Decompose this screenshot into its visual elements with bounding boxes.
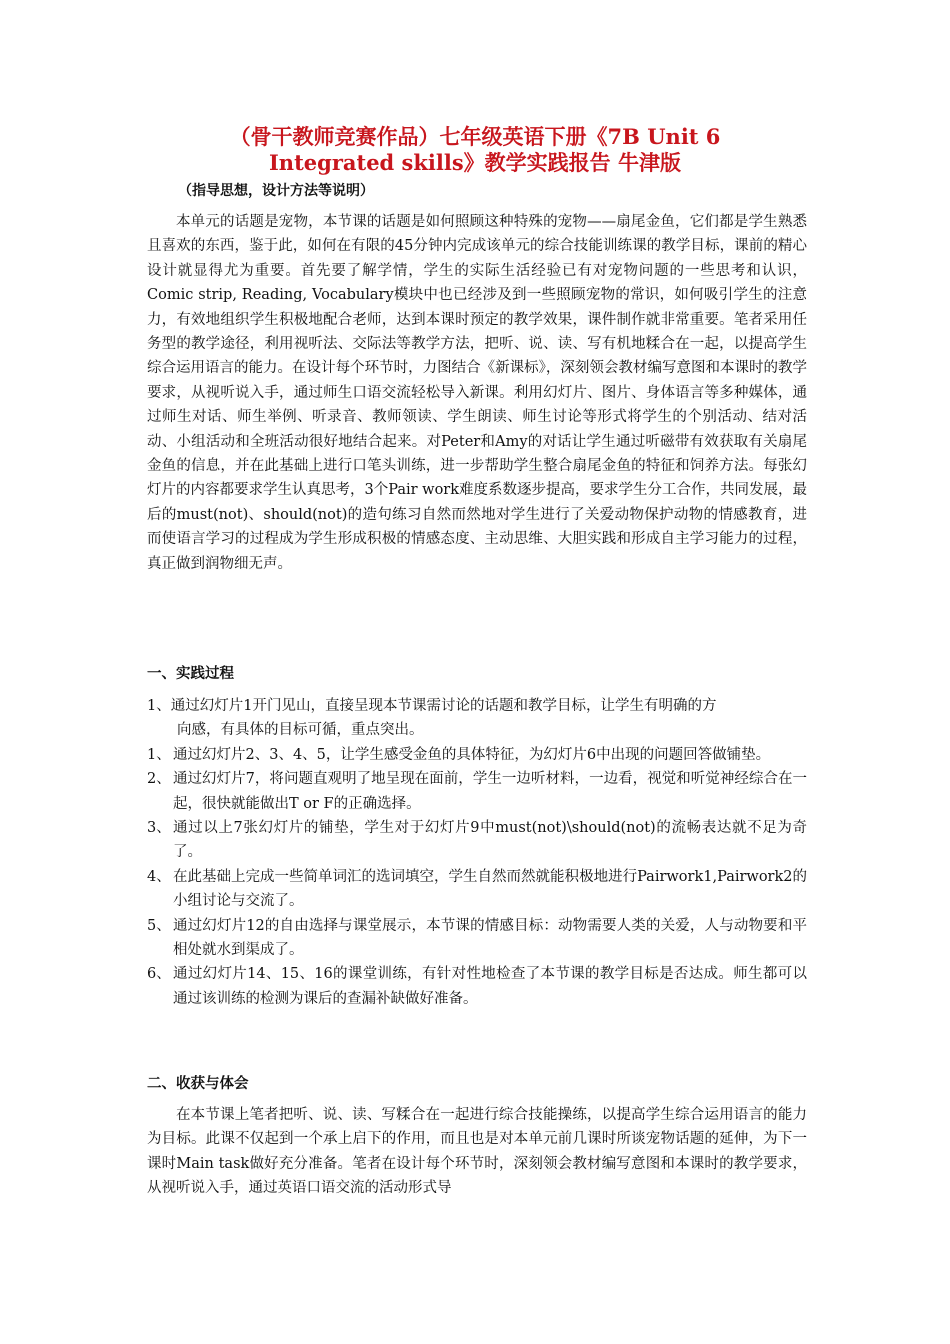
list-item-text: 通过幻灯片2、3、4、5，让学生感受金鱼的具体特征，为幻灯片6中出现的问题回答做铺垫。 [173, 746, 771, 763]
list-item [147, 743, 807, 767]
section-1-heading: 一、实践过程 [147, 665, 234, 682]
list-item [147, 962, 807, 1011]
section-2-paragraph: 在本节课上笔者把听、说、读、写糅合在一起进行综合技能操练，以提高学生综合运用语言的能力为目标。此课不仅起到一个承上启下的作用，而且也是对本单元前几课时所谈宠物话题的延伸，为下一课时Main task做好充分准备。笔者在设计每个环节时，深刻领会教材编写意图和本课时的教学要求，从视听说入手，通过英语口语交流的活动形式导 [147, 1107, 807, 1197]
list-item-number: 3、 [147, 820, 171, 837]
list-item-text: 通过以上7张幻灯片的铺垫，学生对于幻灯片9中must(not)\should(not)的流畅表达就不足为奇了。 [173, 820, 807, 861]
list-item-number: 1、 [147, 698, 171, 714]
list-item-text: 通过幻灯片1开门见山，直接呈现本节课需讨论的话题和教学目标，让学生有明确的方 [170, 698, 717, 714]
list-item-text: 通过幻灯片7，将问题直观明了地呈现在面前，学生一边听材料，一边看，视觉和听觉神经综合在一起，很快就能做出T or F的正确选择。 [173, 771, 807, 812]
list-item [147, 865, 807, 914]
list-item-text-continued: 向感，有具体的目标可循，重点突出。 [177, 722, 424, 739]
section-2-heading: 二、收获与体会 [147, 1075, 249, 1092]
title-line-1: （骨干教师竞赛作品）七年级英语下册《7B Unit 6 [229, 124, 721, 149]
list-item-number: 2、 [147, 771, 171, 788]
list-item-number: 1、 [147, 746, 171, 763]
list-item-text: 通过幻灯片12的自由选择与课堂展示，本节课的情感目标：动物需要人类的关爱，人与动物要和平相处就水到渠成了。 [173, 917, 807, 959]
list-item-text: 在此基础上完成一些简单词汇的选词填空，学生自然而然就能积极地进行Pairwork1,Pairwork2的小组讨论与交流了。 [173, 868, 807, 910]
list-item-number: 6、 [147, 966, 171, 983]
document-title [150, 124, 800, 176]
list-item [147, 816, 807, 865]
practice-steps-list [147, 694, 807, 1011]
list-item-number: 5、 [147, 917, 171, 934]
list-item [147, 767, 807, 816]
list-item [147, 914, 807, 963]
title-line-2: Integrated skills》教学实践报告 牛津版 [268, 150, 681, 175]
list-item-text: 通过幻灯片14、15、16的课堂训练，有针对性地检查了本节课的教学目标是否达成。师生都可以通过该训练的检测为课后的查漏补缺做好准备。 [173, 966, 807, 1007]
list-item [147, 694, 807, 743]
list-item-number: 4、 [147, 868, 171, 885]
document-subtitle: （指导思想，设计方法等说明） [178, 183, 374, 199]
intro-paragraph: 本单元的话题是宠物，本节课的话题是如何照顾这种特殊的宠物——扇尾金鱼，它们都是学生熟悉且喜欢的东西，鉴于此，如何在有限的45分钟内完成该单元的综合技能训练课的教学目标，课前的精心设计就显得尤为重要。首先要了解学情，学生的实际生活经验已有对宠物问题的一些思考和认识，Comic strip, Reading, Vocabulary模块中也已经涉及到一些照顾宠物的常识，如何吸引学生的注意力，有效地组织学生积极地配合老师，达到本课时预定的教学效果，课件制作就非常重要。笔者采用任务型的教学途径，利用视听法、交际法等教学方法，把听、说、读、写有机地糅合在一起，以提高学生综合运用语言的能力。在设计每个环节时，力图结合《新课标》，深刻领会教材编写意图和本课时的教学要求，从视听说入手，通过师生口语交流轻松导入新课。利用幻灯片、图片、身体语言等多种媒体，通过师生对话、师生举例、听录音、教师领读、学生朗读、师生讨论等形式将学生的个别活动、结对活动、小组活动和全班活动很好地结合起来。对Peter和Amy的对话让学生通过听磁带有效获取有关扇尾金鱼的信息，并在此基础上进行口笔头训练，进一步帮助学生整合扇尾金鱼的特征和饲养方法。每张幻灯片的内容都要求学生认真思考，3个Pair work难度系数逐步提高，要求学生分工合作，共同发展，最后的must(not)、should(not)的造句练习自然而然地对学生进行了关爱动物保护动物的情感教育，进而使语言学习的过程成为学生形成积极的情感态度、主动思维、大胆实践和形成自主学习能力的过程，真正做到润物细无声。 [147, 214, 808, 572]
